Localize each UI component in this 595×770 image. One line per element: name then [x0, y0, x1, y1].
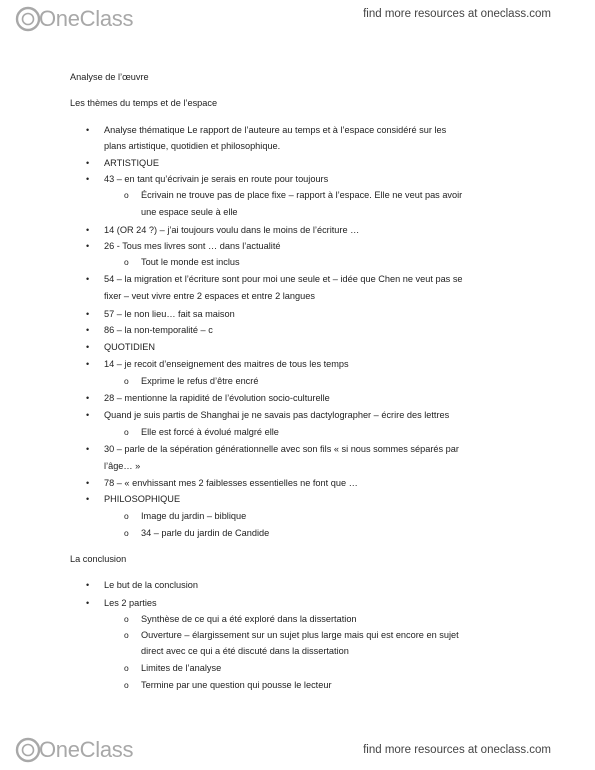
list-item: 28 – mentionne la rapidité de l’évolution socio-culturelle [104, 393, 330, 403]
sub-list-item: Synthèse de ce qui a été exploré dans la dissertation [141, 614, 357, 624]
sub-bullet-icon: o [124, 376, 129, 386]
list-item: 78 – « envhissant mes 2 faiblesses essentielles ne font que … [104, 478, 358, 488]
list-item: 57 – le non lieu… fait sa maison [104, 309, 235, 319]
bullet-icon: • [86, 410, 90, 420]
oneclass-footer-logo[interactable] [15, 737, 133, 763]
sub-bullet-icon: o [124, 680, 129, 690]
list-item: QUOTIDIEN [104, 342, 156, 352]
sub-bullet-icon: o [124, 257, 129, 267]
sub-list-item-continuation: une espace seule à elle [141, 207, 238, 217]
sub-list-item: Image du jardin – biblique [141, 511, 247, 521]
sub-bullet-icon: o [124, 614, 129, 624]
sub-list-item-continuation: direct avec ce qui a été discuté dans la dissertation [141, 646, 349, 656]
document-title: Analyse de l’œuvre [70, 72, 149, 82]
bullet-icon: • [86, 325, 90, 335]
bullet-icon: • [86, 125, 90, 135]
oneclass-logo[interactable] [15, 6, 133, 32]
sub-list-item: 34 – parle du jardin de Candide [141, 528, 270, 538]
bullet-icon: • [86, 598, 90, 608]
list-item: 43 – en tant qu’écrivain je serais en route pour toujours [104, 174, 329, 184]
sub-bullet-icon: o [124, 630, 129, 640]
list-item-continuation: plans artistique, quotidien et philosophique. [104, 141, 281, 151]
sub-bullet-icon: o [124, 663, 129, 673]
list-item: Analyse thématique Le rapport de l’auteure au temps et à l’espace considéré sur les [104, 125, 447, 135]
bullet-icon: • [86, 478, 90, 488]
logo-text: OneClass [39, 6, 134, 31]
sub-bullet-icon: o [124, 427, 129, 437]
sub-bullet-icon: o [124, 511, 129, 521]
sub-list-item: Écrivain ne trouve pas de place fixe – rapport à l’espace. Elle ne veut pas avoir [141, 190, 463, 200]
bullet-icon: • [86, 174, 90, 184]
list-item: 14 (OR 24 ?) – j’ai toujours voulu dans le moins de l’écriture … [104, 225, 360, 235]
section-heading: Les thèmes du temps et de l’espace [70, 98, 218, 108]
sub-list-item: Termine par une question qui pousse le lecteur [141, 680, 332, 690]
oneclass-logo-icon [15, 6, 41, 32]
list-item: Quand je suis partis de Shanghai je ne savais pas dactylographer – écrire des lettres [104, 410, 450, 420]
list-item-continuation: fixer – veut vivre entre 2 espaces et entre 2 langues [104, 291, 315, 301]
list-item: 54 – la migration et l’écriture sont pour moi une seule et – idée que Chen ne veut pas se [104, 274, 463, 284]
sub-bullet-icon: o [124, 190, 129, 200]
bullet-icon: • [86, 342, 90, 352]
bullet-icon: • [86, 241, 90, 251]
bullet-icon: • [86, 393, 90, 403]
list-item: Le but de la conclusion [104, 580, 198, 590]
bullet-icon: • [86, 225, 90, 235]
bullet-icon: • [86, 309, 90, 319]
bullet-icon: • [86, 274, 90, 284]
sub-list-item: Limites de l’analyse [141, 663, 222, 673]
header-resources-link[interactable]: find more resources at oneclass.com [363, 8, 551, 20]
sub-bullet-icon: o [124, 528, 129, 538]
list-item: PHILOSOPHIQUE [104, 494, 181, 504]
sub-list-item: Elle est forcé à évolué malgré elle [141, 427, 279, 437]
section-heading: La conclusion [70, 554, 127, 564]
list-item: 86 – la non-temporalité – c [104, 325, 213, 335]
logo-text: OneClass [39, 737, 134, 762]
bullet-icon: • [86, 158, 90, 168]
oneclass-logo-icon [15, 737, 41, 763]
sub-list-item: Ouverture – élargissement sur un sujet plus large mais qui est encore en sujet [141, 630, 459, 640]
list-item: 14 – je recoit d’enseignement des maitres de tous les temps [104, 359, 349, 369]
sub-list-item: Tout le monde est inclus [141, 257, 240, 267]
list-item: 30 – parle de la sépération générationnelle avec son fils « si nous sommes séparés par [104, 444, 459, 454]
list-item-continuation: l’âge… » [104, 461, 141, 471]
list-item: Les 2 parties [104, 598, 157, 608]
bullet-icon: • [86, 359, 90, 369]
bullet-icon: • [86, 580, 90, 590]
list-item: ARTISTIQUE [104, 158, 159, 168]
sub-list-item: Exprime le refus d’être encré [141, 376, 259, 386]
footer-resources-link[interactable]: find more resources at oneclass.com [363, 744, 551, 756]
list-item: 26 - Tous mes livres sont … dans l’actualité [104, 241, 281, 251]
bullet-icon: • [86, 494, 90, 504]
bullet-icon: • [86, 444, 90, 454]
